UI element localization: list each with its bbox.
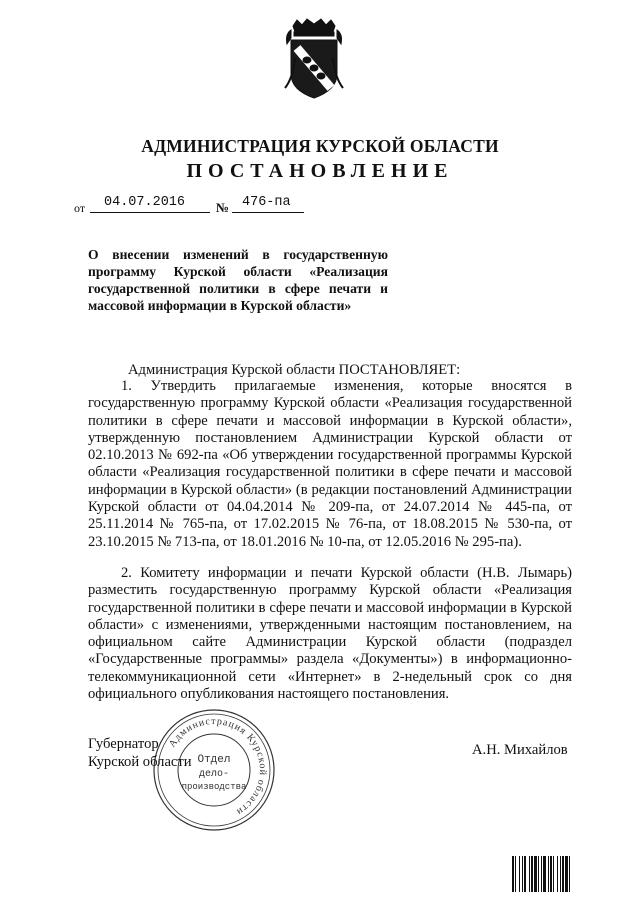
number-prefix: № [216,200,230,215]
coat-of-arms-icon [283,18,345,102]
stamp-inner-line-3: производства [181,782,247,792]
signatory-position-line-1: Губернатор [88,736,159,752]
signatory-position-line-2: Курской области [88,754,192,770]
date-prefix: от [74,201,86,215]
paragraph-1: 1. Утвердить прилагаемые изменения, которые вносятся в государственную программу Курской области «Реализация государственной политики в сфере печати и массовой информации в Курской области», утвержденную постановлением Администрации Курской области от 02.10.2013 № 692-па «Об утверждении государственной программы Курской области «Реализация государственной политики в сфере печати и массовой информации в Курской области» (в редакции постановлений Администрации Курской области от 04.04.2014 № 209-па, от 24.07.2014 № 445-па, от 25.11.2014 № 765-па, от 17.02.2015 № 76-па, от 18.08.2015 № 530-па, от 23.10.2015 № 713-па, от 18.01.2016 № 10-па, от 12.05.2016 № 295-па). [88,378,572,550]
stamp-ring-text: Администрация Курской области [166,715,269,818]
document-date: 04.07.2016 [104,195,186,210]
stamp-inner-line-1: Отдел [197,754,231,766]
paragraph-2: 2. Комитету информации и печати Курской области (Н.В. Лымарь) разместить государственную программу Курской области «Реализация государственной политики в сфере печати и массовой информации в Курской области» с изменениями, утвержденными настоящим постановлением, на официальном сайте Администрации Курской области (подраздел «Государственные программы» раздела «Документы») в информационно-телекоммуникационной сети «Интернет» в 2-недельный срок со дня официального опубликования настоящего постановления. [88,565,572,703]
document-number: 476-па [242,195,291,210]
stamp-inner-line-2: дело- [198,769,230,780]
intro-line: Администрация Курской области ПОСТАНОВЛЯЕТ: [128,362,461,378]
document-type-title: ПОСТАНОВЛЕНИЕ [186,160,454,182]
signatory-name: А.Н. Михайлов [472,742,568,758]
barcode-icon [512,856,615,892]
date-number-row [74,195,314,219]
signatory-position [88,735,192,771]
organization-title: АДМИНИСТРАЦИЯ КУРСКОЙ ОБЛАСТИ [141,136,499,156]
document-subject: О внесении изменений в государственную программу Курской области «Реализация государственной политики в сфере печати и массовой информации в Курской области» [88,247,388,313]
